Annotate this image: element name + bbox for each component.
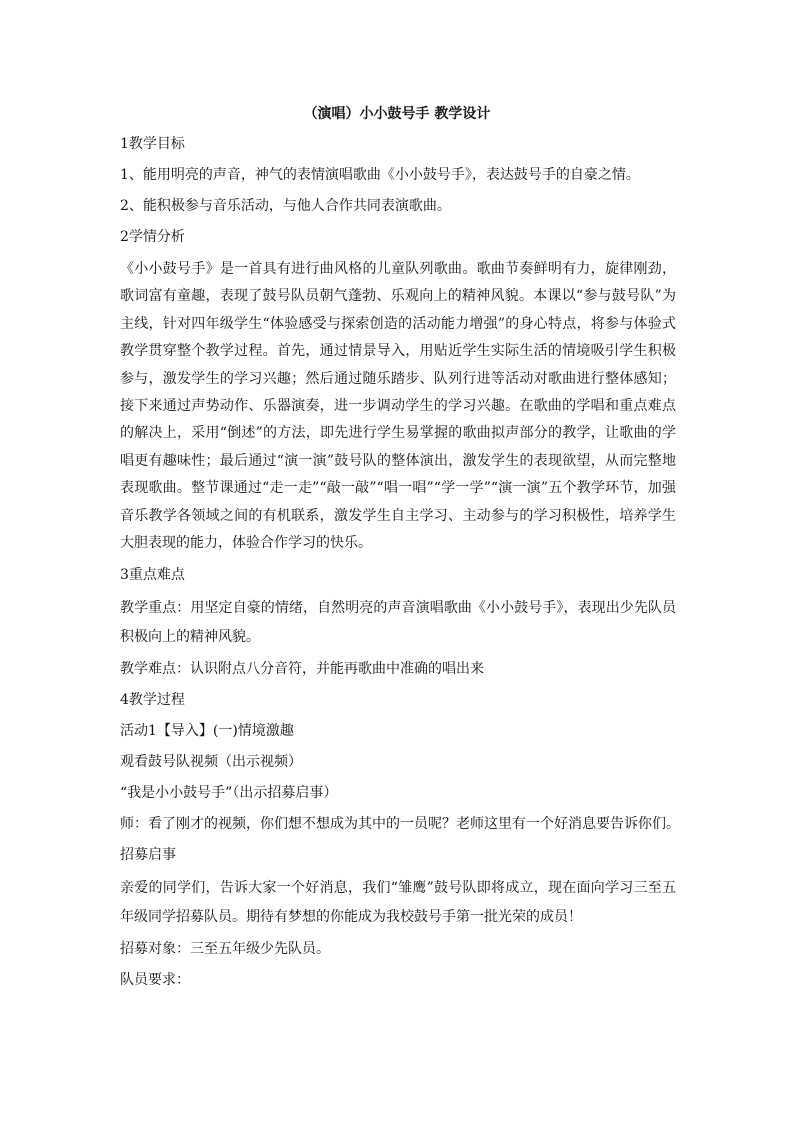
video-line: 观看鼓号队视频（出示视频）: [120, 754, 302, 771]
key-point-paragraph: 教学重点：用坚定自豪的情绪，自然明亮的声音演唱歌曲《小小鼓号手》，表现出少先队员积极向上的精神风貌。: [120, 600, 676, 646]
teacher-line: 师：看了刚才的视频，你们想不想成为其中的一员呢？老师这里有一个好消息要告诉你们。: [120, 816, 680, 833]
objective-item-1: 1、能用明亮的声音，神气的表情演唱歌曲《小小鼓号手》，表达鼓号手的自豪之情。: [120, 167, 640, 183]
objective-item-2: 2、能积极参与音乐活动，与他人合作共同表演歌曲。: [120, 198, 451, 214]
heading-objectives: 1教学目标: [120, 136, 185, 152]
student-analysis-paragraph: 《小小鼓号手》是一首具有进行曲风格的儿童队列歌曲。歌曲节奏鲜明有力，旋律刚劲，歌词富有童趣，表现了鼓号队员朝气蓬勃、乐观向上的精神风貌。本课以“参与鼓号队”为主线，针对四年级学生“体验感受与探索创造的活动能力增强”的身心特点，将参与体验式教学贯穿整个教学过程。首先，通过情景导入，用贴近学生实际生活的情境吸引学生积极参与，激发学生的学习兴趣；然后通过随乐踏步、队列行进等活动对歌曲进行整体感知；接下来通过声势动作、乐器演奏，进一步调动学生的学习兴趣。在歌曲的学唱和重点难点的解决上，采用“倒述”的方法，即先进行学生易掌握的歌曲拟声部分的教学，让歌曲的学唱更有趣味性；最后通过“演一演”鼓号队的整体演出，激发学生的表现欲望，从而完整地表现歌曲。整节课通过“走一走”“敲一敲”“唱一唱”“学一学”“演一演”五个教学环节，加强音乐教学各领域之间的有机联系，激发学生自主学习、主动参与的学习积极性，培养学生大胆表现的能力，体验合作学习的快乐。: [120, 261, 676, 552]
document-title: （演唱）小小鼓号手 教学设计: [303, 106, 491, 122]
document-body: [120, 132, 680, 999]
activity-1-line: 活动1【导入】(一)情境激趣: [120, 723, 294, 740]
heading-key-points: 3重点难点: [120, 567, 185, 584]
recruit-notice-paragraph: 亲爱的同学们，告诉大家一个好消息，我们“雏鹰”鼓号队即将成立，现在面向学习三至五年级同学招募队员。期待有梦想的你能成为我校鼓号手第一批光荣的成员！: [120, 880, 676, 926]
recruit-target-line: 招募对象：三至五年级少先队员。: [120, 941, 330, 958]
recruit-title-line: “我是小小鼓号手”（出示招募启事）: [120, 785, 338, 802]
heading-student-analysis: 2学情分析: [120, 229, 185, 245]
difficulty-paragraph: 教学难点：认识附点八分音符，并能再歌曲中准确的唱出来: [120, 661, 484, 678]
heading-process: 4教学过程: [120, 692, 185, 709]
member-requirements-line: 队员要求：: [120, 972, 190, 989]
recruit-notice-heading: 招募启事: [120, 847, 176, 864]
